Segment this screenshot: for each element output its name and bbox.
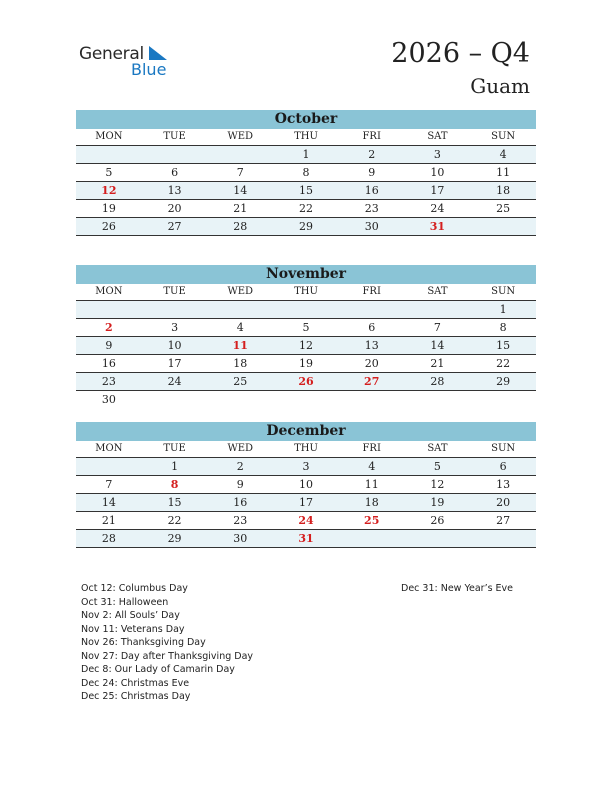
day-cell: 17	[273, 494, 339, 512]
day-cell: 14	[76, 494, 142, 512]
day-cell: 8	[273, 164, 339, 182]
empty-day-cell	[207, 301, 273, 319]
day-cell: 4	[339, 458, 405, 476]
region-label: Guam	[470, 74, 530, 98]
day-cell: 21	[207, 200, 273, 218]
day-cell: 18	[339, 494, 405, 512]
day-cell: 12	[273, 337, 339, 355]
logo	[79, 44, 179, 80]
empty-day-cell	[273, 301, 339, 319]
day-cell: 18	[470, 182, 536, 200]
day-cell: 9	[339, 164, 405, 182]
day-cell: 14	[405, 337, 471, 355]
empty-day-cell	[142, 146, 208, 164]
day-cell: 23	[76, 373, 142, 391]
day-cell: 24	[142, 373, 208, 391]
logo-blue-text: Blue	[131, 60, 167, 79]
day-cell: 2	[76, 319, 142, 337]
weekday-header: SUN	[470, 129, 536, 146]
day-cell: 24	[405, 200, 471, 218]
day-cell: 15	[470, 337, 536, 355]
day-cell: 28	[207, 218, 273, 236]
day-cell: 25	[339, 512, 405, 530]
month-header: November	[76, 265, 536, 284]
day-cell: 1	[470, 301, 536, 319]
day-cell: 7	[76, 476, 142, 494]
day-cell: 20	[339, 355, 405, 373]
weekday-header: MON	[76, 129, 142, 146]
empty-day-cell	[76, 458, 142, 476]
day-cell: 13	[142, 182, 208, 200]
day-cell: 19	[273, 355, 339, 373]
month-grid	[76, 129, 536, 236]
day-cell: 4	[207, 319, 273, 337]
day-cell: 27	[470, 512, 536, 530]
month-grid	[76, 284, 536, 408]
day-cell: 27	[339, 373, 405, 391]
holiday-note: Nov 27: Day after Thanksgiving Day	[81, 650, 254, 662]
weekday-header: THU	[273, 441, 339, 458]
logo-general-text: General	[79, 44, 144, 64]
day-cell: 30	[207, 530, 273, 548]
day-cell: 20	[470, 494, 536, 512]
empty-day-cell	[207, 391, 273, 408]
day-cell: 10	[405, 164, 471, 182]
weekday-header: WED	[207, 129, 273, 146]
holiday-note: Dec 8: Our Lady of Camarin Day	[81, 664, 235, 675]
day-cell: 18	[207, 355, 273, 373]
weekday-header: SAT	[405, 284, 471, 301]
day-cell: 5	[405, 458, 471, 476]
day-cell: 5	[273, 319, 339, 337]
empty-day-cell	[76, 146, 142, 164]
weekday-header: MON	[76, 441, 142, 458]
weekday-header: MON	[76, 284, 142, 301]
holiday-note: Nov 11: Veterans Day	[81, 623, 185, 635]
weekday-header: WED	[207, 441, 273, 458]
weekday-header: SUN	[470, 284, 536, 301]
day-cell: 3	[273, 458, 339, 476]
weekday-header: THU	[273, 284, 339, 301]
day-cell: 16	[339, 182, 405, 200]
day-cell: 5	[76, 164, 142, 182]
holiday-note: Dec 31: New Year’s Eve	[401, 583, 514, 594]
day-cell: 26	[76, 218, 142, 236]
day-cell: 17	[405, 182, 471, 200]
day-cell: 2	[207, 458, 273, 476]
month-header: October	[76, 110, 536, 129]
day-cell: 29	[273, 218, 339, 236]
day-cell: 13	[470, 476, 536, 494]
day-cell: 30	[339, 218, 405, 236]
day-cell: 3	[405, 146, 471, 164]
day-cell: 6	[470, 458, 536, 476]
weekday-header: SAT	[405, 441, 471, 458]
day-cell: 2	[339, 146, 405, 164]
day-cell: 25	[470, 200, 536, 218]
weekday-header: TUE	[142, 284, 208, 301]
empty-day-cell	[405, 530, 471, 548]
day-cell: 28	[405, 373, 471, 391]
day-cell: 30	[101, 393, 116, 406]
day-cell: 21	[76, 512, 142, 530]
day-cell: 12	[405, 476, 471, 494]
day-cell: 21	[405, 355, 471, 373]
month-grid	[76, 441, 536, 548]
empty-day-cell	[470, 218, 536, 236]
day-cell: 13	[339, 337, 405, 355]
empty-day-cell	[339, 301, 405, 319]
day-cell: 4	[470, 146, 536, 164]
day-cell: 29	[470, 373, 536, 391]
empty-day-cell	[405, 301, 471, 319]
day-cell: 11	[207, 337, 273, 355]
month-header: December	[76, 422, 536, 441]
day-cell: 7	[207, 164, 273, 182]
day-cell: 3	[142, 319, 208, 337]
weekday-header: SUN	[470, 441, 536, 458]
day-cell: 22	[273, 200, 339, 218]
logo-triangle-icon	[149, 46, 169, 60]
day-cell: 15	[273, 182, 339, 200]
weekday-header: FRI	[339, 441, 405, 458]
day-cell: 6	[339, 319, 405, 337]
weekday-header: TUE	[142, 441, 208, 458]
holiday-note: Dec 25: Christmas Day	[81, 691, 191, 702]
day-cell: 31	[405, 218, 471, 236]
weekday-header: FRI	[339, 129, 405, 146]
holiday-list-left	[81, 582, 253, 704]
day-cell: 27	[142, 218, 208, 236]
day-cell: 15	[142, 494, 208, 512]
empty-day-cell	[339, 391, 405, 408]
day-cell: 26	[405, 512, 471, 530]
month-november	[76, 265, 536, 408]
empty-day-cell	[207, 146, 273, 164]
empty-day-cell	[76, 301, 142, 319]
holiday-note: Dec 24: Christmas Eve	[81, 677, 190, 689]
month-october	[76, 110, 536, 236]
day-cell: 12	[76, 182, 142, 200]
day-cell: 14	[207, 182, 273, 200]
empty-day-cell	[339, 530, 405, 548]
day-cell: 16	[207, 494, 273, 512]
day-cell: 20	[142, 200, 208, 218]
empty-day-cell	[405, 391, 471, 408]
day-cell: 23	[339, 200, 405, 218]
weekday-header: WED	[207, 284, 273, 301]
weekday-header: THU	[273, 129, 339, 146]
day-cell: 19	[405, 494, 471, 512]
holiday-note: Nov 26: Thanksgiving Day	[81, 637, 206, 648]
empty-day-cell	[470, 391, 536, 408]
day-cell: 7	[405, 319, 471, 337]
day-cell: 28	[76, 530, 142, 548]
day-cell: 1	[142, 458, 208, 476]
day-cell: 17	[142, 355, 208, 373]
day-cell: 8	[470, 319, 536, 337]
day-cell: 16	[76, 355, 142, 373]
day-cell: 26	[273, 373, 339, 391]
empty-day-cell	[470, 530, 536, 548]
holiday-note: Oct 12: Columbus Day	[81, 583, 188, 594]
day-cell: 6	[142, 164, 208, 182]
empty-day-cell	[142, 301, 208, 319]
empty-day-cell	[142, 391, 208, 408]
day-cell: 31	[273, 530, 339, 548]
weekday-header: FRI	[339, 284, 405, 301]
holiday-note: Nov 2: All Souls’ Day	[81, 610, 180, 621]
day-cell: 23	[207, 512, 273, 530]
day-cell: 10	[273, 476, 339, 494]
day-cell: 1	[273, 146, 339, 164]
page-title: 2026 – Q4	[391, 38, 530, 69]
day-cell: 22	[142, 512, 208, 530]
day-cell: 24	[273, 512, 339, 530]
day-cell: 9	[76, 337, 142, 355]
day-cell: 29	[142, 530, 208, 548]
month-december	[76, 422, 536, 548]
holiday-note: Oct 31: Halloween	[81, 596, 169, 608]
day-cell: 10	[142, 337, 208, 355]
day-cell: 11	[470, 164, 536, 182]
empty-day-cell	[273, 391, 339, 408]
weekday-header: SAT	[405, 129, 471, 146]
day-cell: 22	[470, 355, 536, 373]
day-cell: 8	[142, 476, 208, 494]
holiday-list-right	[401, 582, 513, 596]
day-cell: 19	[76, 200, 142, 218]
day-cell: 9	[207, 476, 273, 494]
day-cell: 25	[207, 373, 273, 391]
day-cell: 11	[339, 476, 405, 494]
weekday-header: TUE	[142, 129, 208, 146]
